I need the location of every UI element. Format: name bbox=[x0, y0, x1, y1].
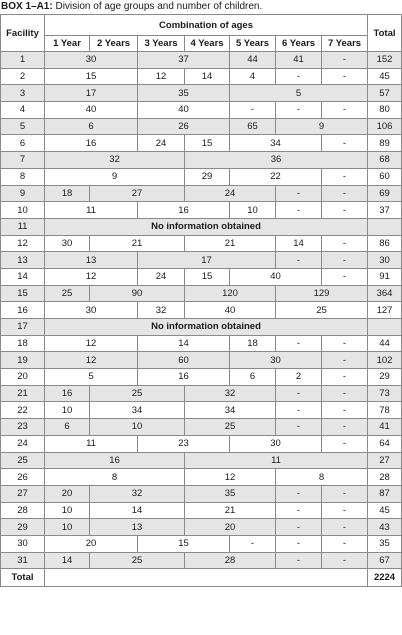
age-count-cell: 14 bbox=[185, 68, 230, 85]
caption-text: Division of age groups and number of children. bbox=[52, 1, 263, 12]
combination-header: Combination of ages bbox=[45, 15, 368, 36]
age-count-cell: 22 bbox=[230, 168, 322, 185]
facility-cell: 25 bbox=[1, 452, 45, 469]
age-count-cell: - bbox=[322, 402, 368, 419]
facility-cell: 27 bbox=[1, 485, 45, 502]
age-count-cell: - bbox=[276, 419, 322, 436]
age-header-5-years: 5 Years bbox=[230, 36, 276, 52]
table-row bbox=[1, 369, 402, 386]
facility-cell: 11 bbox=[1, 218, 45, 235]
facility-cell: 21 bbox=[1, 385, 45, 402]
age-count-cell: 34 bbox=[90, 402, 185, 419]
age-count-cell: 15 bbox=[185, 268, 230, 285]
facility-cell: 26 bbox=[1, 469, 45, 486]
age-count-cell: 10 bbox=[45, 519, 90, 536]
age-count-cell: 5 bbox=[230, 85, 368, 102]
row-total-cell: 69 bbox=[368, 185, 402, 202]
age-count-cell: 8 bbox=[45, 469, 185, 486]
facility-cell: 5 bbox=[1, 118, 45, 135]
age-count-cell: 16 bbox=[45, 452, 185, 469]
age-count-cell: 12 bbox=[138, 68, 185, 85]
age-count-cell: 28 bbox=[185, 552, 276, 569]
age-count-cell: - bbox=[230, 535, 276, 552]
age-count-cell: 5 bbox=[45, 369, 138, 386]
age-count-cell: 13 bbox=[45, 252, 138, 269]
age-count-cell: - bbox=[322, 202, 368, 219]
age-count-cell: 120 bbox=[185, 285, 276, 302]
age-count-cell: - bbox=[276, 402, 322, 419]
facility-cell: 3 bbox=[1, 85, 45, 102]
age-count-cell: - bbox=[322, 168, 368, 185]
grand-total: 2224 bbox=[368, 569, 402, 587]
table-row bbox=[1, 385, 402, 402]
age-count-cell: 14 bbox=[90, 502, 185, 519]
age-count-cell: 29 bbox=[185, 168, 230, 185]
age-count-cell: - bbox=[322, 419, 368, 436]
age-count-cell: 40 bbox=[185, 302, 276, 319]
facility-cell: 2 bbox=[1, 68, 45, 85]
age-count-cell: 11 bbox=[185, 452, 368, 469]
table-row bbox=[1, 502, 402, 519]
table-row bbox=[1, 52, 402, 69]
age-count-cell: - bbox=[322, 52, 368, 69]
facility-cell: 1 bbox=[1, 52, 45, 69]
age-count-cell: - bbox=[322, 485, 368, 502]
age-count-cell: 30 bbox=[45, 302, 138, 319]
age-count-cell: - bbox=[322, 268, 368, 285]
age-count-cell: 6 bbox=[45, 419, 90, 436]
age-count-cell: 14 bbox=[138, 335, 230, 352]
age-count-cell: 17 bbox=[45, 85, 138, 102]
table-row bbox=[1, 352, 402, 369]
age-count-cell: 6 bbox=[45, 118, 138, 135]
age-count-cell: 12 bbox=[45, 268, 138, 285]
age-count-cell: - bbox=[276, 519, 322, 536]
facility-cell: 8 bbox=[1, 168, 45, 185]
age-count-cell: - bbox=[276, 252, 322, 269]
table-row bbox=[1, 68, 402, 85]
age-count-cell: - bbox=[322, 369, 368, 386]
age-count-cell: 10 bbox=[230, 202, 276, 219]
age-count-cell: - bbox=[276, 385, 322, 402]
age-header-4-years: 4 Years bbox=[185, 36, 230, 52]
row-total-cell: 87 bbox=[368, 485, 402, 502]
table-row bbox=[1, 419, 402, 436]
table-row bbox=[1, 435, 402, 452]
age-count-cell: 24 bbox=[185, 185, 276, 202]
table-row bbox=[1, 102, 402, 119]
table-row bbox=[1, 235, 402, 252]
age-count-cell: 13 bbox=[90, 519, 185, 536]
row-total-cell: 37 bbox=[368, 202, 402, 219]
age-header-3-years: 3 Years bbox=[138, 36, 185, 52]
age-count-cell: 16 bbox=[45, 385, 90, 402]
age-count-cell: - bbox=[230, 102, 276, 119]
row-total-cell: 78 bbox=[368, 402, 402, 419]
age-count-cell: 37 bbox=[138, 52, 230, 69]
age-count-cell: 90 bbox=[90, 285, 185, 302]
age-count-cell: 23 bbox=[138, 435, 230, 452]
age-count-cell: - bbox=[322, 102, 368, 119]
table-row bbox=[1, 285, 402, 302]
age-count-cell: - bbox=[322, 352, 368, 369]
facility-cell: 4 bbox=[1, 102, 45, 119]
age-count-cell: 12 bbox=[45, 352, 138, 369]
age-count-cell: 10 bbox=[45, 402, 90, 419]
row-total-cell: 45 bbox=[368, 68, 402, 85]
age-count-cell: 2 bbox=[276, 369, 322, 386]
age-count-cell: 15 bbox=[138, 535, 230, 552]
age-count-cell: 26 bbox=[138, 118, 230, 135]
row-total-cell: 35 bbox=[368, 535, 402, 552]
table-row bbox=[1, 152, 402, 169]
row-total-cell bbox=[368, 319, 402, 336]
age-count-cell: 27 bbox=[90, 185, 185, 202]
facility-cell: 17 bbox=[1, 319, 45, 336]
row-total-cell: 127 bbox=[368, 302, 402, 319]
row-total-cell: 89 bbox=[368, 135, 402, 152]
row-total-cell: 43 bbox=[368, 519, 402, 536]
age-count-cell: - bbox=[322, 502, 368, 519]
age-count-cell: 129 bbox=[276, 285, 368, 302]
facility-cell: 13 bbox=[1, 252, 45, 269]
table-row bbox=[1, 202, 402, 219]
age-count-cell: 34 bbox=[230, 135, 322, 152]
table-row bbox=[1, 168, 402, 185]
table-caption bbox=[0, 0, 402, 14]
facility-cell: 28 bbox=[1, 502, 45, 519]
table-row bbox=[1, 218, 402, 235]
age-count-cell: 17 bbox=[138, 252, 276, 269]
age-count-cell: 9 bbox=[45, 168, 185, 185]
age-count-cell: 25 bbox=[45, 285, 90, 302]
age-count-cell: 25 bbox=[90, 552, 185, 569]
age-count-cell: 20 bbox=[45, 485, 90, 502]
age-count-cell: - bbox=[322, 185, 368, 202]
facility-cell: 18 bbox=[1, 335, 45, 352]
age-count-cell: - bbox=[322, 235, 368, 252]
facility-cell: 16 bbox=[1, 302, 45, 319]
row-total-cell: 102 bbox=[368, 352, 402, 369]
age-count-cell: 44 bbox=[230, 52, 276, 69]
total-spacer bbox=[45, 569, 368, 587]
age-count-cell: - bbox=[276, 202, 322, 219]
age-count-cell: 30 bbox=[45, 235, 90, 252]
age-count-cell: - bbox=[322, 385, 368, 402]
age-count-cell: 15 bbox=[185, 135, 230, 152]
facility-cell: 10 bbox=[1, 202, 45, 219]
row-total-cell: 68 bbox=[368, 152, 402, 169]
table-body bbox=[1, 52, 402, 569]
age-count-cell: 14 bbox=[45, 552, 90, 569]
table-row bbox=[1, 302, 402, 319]
age-count-cell: - bbox=[322, 535, 368, 552]
age-count-cell: 12 bbox=[45, 335, 138, 352]
row-total-cell: 67 bbox=[368, 552, 402, 569]
age-groups-table bbox=[0, 14, 402, 587]
facility-cell: 14 bbox=[1, 268, 45, 285]
row-total-cell: 91 bbox=[368, 268, 402, 285]
facility-cell: 24 bbox=[1, 435, 45, 452]
row-total-cell: 152 bbox=[368, 52, 402, 69]
facility-cell: 6 bbox=[1, 135, 45, 152]
row-total-cell: 28 bbox=[368, 469, 402, 486]
age-count-cell: 36 bbox=[185, 152, 368, 169]
row-total-cell: 57 bbox=[368, 85, 402, 102]
total-label: Total bbox=[1, 569, 45, 587]
age-count-cell: 11 bbox=[45, 435, 138, 452]
facility-cell: 30 bbox=[1, 535, 45, 552]
age-count-cell: 35 bbox=[185, 485, 276, 502]
age-count-cell: 10 bbox=[45, 502, 90, 519]
age-count-cell: 34 bbox=[185, 402, 276, 419]
facility-cell: 7 bbox=[1, 152, 45, 169]
age-count-cell: 9 bbox=[276, 118, 368, 135]
table-row bbox=[1, 552, 402, 569]
age-count-cell: - bbox=[276, 485, 322, 502]
age-count-cell: 8 bbox=[276, 469, 368, 486]
table-row bbox=[1, 402, 402, 419]
age-count-cell: 16 bbox=[138, 202, 230, 219]
age-count-cell: 40 bbox=[230, 268, 322, 285]
age-header-6-years: 6 Years bbox=[276, 36, 322, 52]
age-count-cell: 14 bbox=[276, 235, 322, 252]
age-count-cell: 24 bbox=[138, 135, 185, 152]
age-count-cell: - bbox=[276, 535, 322, 552]
row-total-cell: 30 bbox=[368, 252, 402, 269]
age-count-cell: 32 bbox=[45, 152, 185, 169]
facility-cell: 31 bbox=[1, 552, 45, 569]
age-count-cell: 40 bbox=[45, 102, 138, 119]
age-count-cell: 24 bbox=[138, 268, 185, 285]
row-total-cell: 44 bbox=[368, 335, 402, 352]
age-count-cell: - bbox=[322, 519, 368, 536]
age-count-cell: - bbox=[322, 252, 368, 269]
facility-cell: 12 bbox=[1, 235, 45, 252]
row-total-cell: 73 bbox=[368, 385, 402, 402]
facility-cell: 20 bbox=[1, 369, 45, 386]
row-total-cell: 60 bbox=[368, 168, 402, 185]
table-row bbox=[1, 335, 402, 352]
age-count-cell: 18 bbox=[230, 335, 276, 352]
table-row bbox=[1, 85, 402, 102]
age-count-cell: - bbox=[276, 552, 322, 569]
age-count-cell: 25 bbox=[276, 302, 368, 319]
age-count-cell: 12 bbox=[185, 469, 276, 486]
age-count-cell: 20 bbox=[185, 519, 276, 536]
age-count-cell: 40 bbox=[138, 102, 230, 119]
age-count-cell: - bbox=[322, 68, 368, 85]
age-count-cell: - bbox=[276, 102, 322, 119]
row-total-cell: 29 bbox=[368, 369, 402, 386]
age-count-cell: 16 bbox=[138, 369, 230, 386]
age-count-cell: - bbox=[322, 335, 368, 352]
table-row bbox=[1, 535, 402, 552]
table-row bbox=[1, 118, 402, 135]
age-count-cell: 21 bbox=[185, 235, 276, 252]
age-count-cell: 16 bbox=[45, 135, 138, 152]
age-header-7-years: 7 Years bbox=[322, 36, 368, 52]
no-information-cell: No information obtained bbox=[45, 218, 368, 235]
age-count-cell: - bbox=[276, 185, 322, 202]
facility-cell: 15 bbox=[1, 285, 45, 302]
row-total-cell: 41 bbox=[368, 419, 402, 436]
facility-cell: 9 bbox=[1, 185, 45, 202]
age-count-cell: 21 bbox=[185, 502, 276, 519]
age-count-cell: 11 bbox=[45, 202, 138, 219]
table-row bbox=[1, 485, 402, 502]
age-count-cell: - bbox=[276, 68, 322, 85]
age-count-cell: 32 bbox=[185, 385, 276, 402]
age-count-cell: - bbox=[276, 502, 322, 519]
facility-cell: 29 bbox=[1, 519, 45, 536]
table-row bbox=[1, 519, 402, 536]
age-count-cell: 10 bbox=[90, 419, 185, 436]
age-count-cell: - bbox=[322, 135, 368, 152]
age-count-cell: 20 bbox=[45, 535, 138, 552]
age-count-cell: 41 bbox=[276, 52, 322, 69]
facility-header: Facility bbox=[1, 15, 45, 52]
age-count-cell: - bbox=[322, 552, 368, 569]
age-count-cell: - bbox=[276, 335, 322, 352]
row-total-cell: 27 bbox=[368, 452, 402, 469]
table-row bbox=[1, 319, 402, 336]
row-total-cell: 64 bbox=[368, 435, 402, 452]
age-header-1-year: 1 Year bbox=[45, 36, 90, 52]
age-count-cell: 30 bbox=[45, 52, 138, 69]
row-total-cell: 106 bbox=[368, 118, 402, 135]
age-count-cell: - bbox=[322, 435, 368, 452]
age-count-cell: 4 bbox=[230, 68, 276, 85]
table-row bbox=[1, 252, 402, 269]
age-count-cell: 15 bbox=[45, 68, 138, 85]
facility-cell: 23 bbox=[1, 419, 45, 436]
age-count-cell: 21 bbox=[90, 235, 185, 252]
table-row bbox=[1, 268, 402, 285]
row-total-cell: 364 bbox=[368, 285, 402, 302]
age-count-cell: 30 bbox=[230, 352, 322, 369]
table-row bbox=[1, 135, 402, 152]
age-count-cell: 30 bbox=[230, 435, 322, 452]
row-total-cell bbox=[368, 218, 402, 235]
age-count-cell: 25 bbox=[90, 385, 185, 402]
no-information-cell: No information obtained bbox=[45, 319, 368, 336]
caption-label: BOX 1–A1: bbox=[1, 1, 53, 12]
age-count-cell: 18 bbox=[45, 185, 90, 202]
total-header: Total bbox=[368, 15, 402, 52]
age-count-cell: 25 bbox=[185, 419, 276, 436]
age-count-cell: 65 bbox=[230, 118, 276, 135]
row-total-cell: 86 bbox=[368, 235, 402, 252]
table-row bbox=[1, 469, 402, 486]
age-header-2-years: 2 Years bbox=[90, 36, 138, 52]
row-total-cell: 80 bbox=[368, 102, 402, 119]
total-row bbox=[1, 569, 402, 587]
age-count-cell: 60 bbox=[138, 352, 230, 369]
age-count-cell: 32 bbox=[138, 302, 185, 319]
age-count-cell: 32 bbox=[90, 485, 185, 502]
age-count-cell: 6 bbox=[230, 369, 276, 386]
table-row bbox=[1, 185, 402, 202]
age-count-cell: 35 bbox=[138, 85, 230, 102]
facility-cell: 22 bbox=[1, 402, 45, 419]
facility-cell: 19 bbox=[1, 352, 45, 369]
row-total-cell: 45 bbox=[368, 502, 402, 519]
table-row bbox=[1, 452, 402, 469]
